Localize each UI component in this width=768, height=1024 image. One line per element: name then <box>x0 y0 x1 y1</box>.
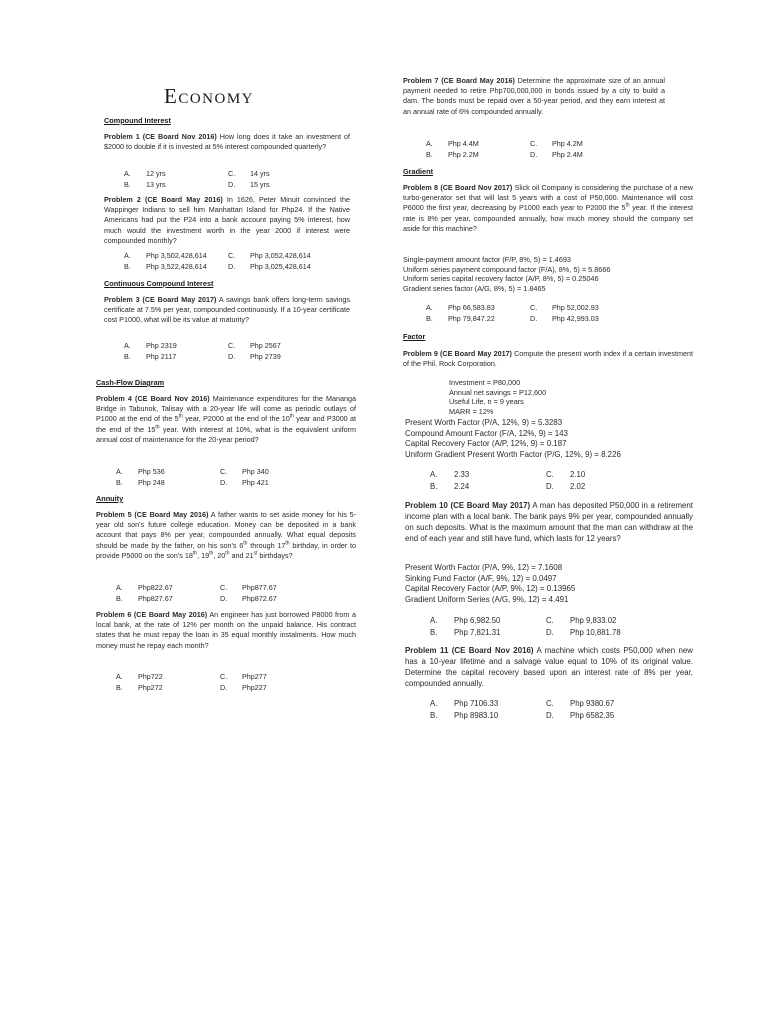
choice-b: 13 yrs <box>146 179 166 189</box>
problem-5-choices <box>116 583 322 603</box>
problem-4-text: Maintenance expenditures for the Mananga Bridge in Tabunok, Talisay with a 20-year life will come as periodic outlays of P1000 at the end of the 5 <box>96 394 356 424</box>
choice-d: Php 2739 <box>250 351 281 361</box>
section-factor: Factor <box>403 332 426 341</box>
factor-line: Present Worth Factor (P/A, 12%, 9) = 5.3283 <box>405 418 563 427</box>
factor-line: Single-payment amount factor (F/P, 8%, 5) = 1.4693 <box>403 255 571 264</box>
choice-label: D. <box>530 313 538 323</box>
problem-6-choices <box>116 672 322 692</box>
choice-d: Php872.67 <box>242 593 277 603</box>
ordinal-suffix: th <box>192 550 198 557</box>
problem-9-factors <box>405 418 695 460</box>
choice-label: D. <box>530 149 538 159</box>
problem-5-text: birthdays? <box>257 550 293 560</box>
choice-c: Php 3,052,428,614 <box>250 251 311 260</box>
problem-3 <box>104 295 350 326</box>
choice-a: 2.33 <box>454 470 470 479</box>
choice-label: B. <box>426 313 433 323</box>
choice-a: Php 3,502,428,614 <box>146 251 207 260</box>
choice-label: B. <box>124 261 131 271</box>
problem-11-choices <box>430 699 660 721</box>
choice-b: Php 248 <box>138 477 165 487</box>
problem-7 <box>403 76 665 117</box>
choice-label: B. <box>426 149 433 159</box>
choice-b: Php 3,522,428,614 <box>146 261 207 271</box>
choice-label: A. <box>116 467 123 476</box>
choice-label: C. <box>546 699 554 708</box>
problem-10-text: A man has deposited P50,000 in a retirement income plan with a local bank. The bank pays 9% per year, compounded annually on such deposits. What is the maximum amount that the man can withdraw at the end of each year and still have fund, which lasts for 12 years? <box>405 501 693 543</box>
problem-11-text: A machine which costs P50,000 when new has a 10-year lifetime and a salvage value equal to 10% of its original value. Determine the capital recovery based upon an interest rate of 8% per year, compounded annually. <box>405 646 693 688</box>
problem-5 <box>96 510 356 561</box>
choice-a: Php 66,583.83 <box>448 303 495 312</box>
choice-a: 12 yrs <box>146 169 166 178</box>
choice-label: C. <box>228 169 236 178</box>
problem-10-choices <box>430 616 660 638</box>
problem-5-text: through 17 <box>247 540 286 550</box>
choice-label: B. <box>116 477 123 487</box>
choice-d: Php 42,993.03 <box>552 313 599 323</box>
factor-line: Uniform series payment compound factor (F/A), 8%, 5) = 5.8666 <box>403 264 611 274</box>
problem-7-heading: Problem 7 (CE Board May 2016) <box>403 76 515 85</box>
problem-3-text: A savings bank offers long-term savings certificate at 7.5% per year, compounded continuously. If a 10-year certificate cost P1000, what will be its value at maturity? <box>104 295 351 325</box>
problem-9-choices <box>430 470 660 492</box>
problem-6-text: An engineer has just borrowed P8000 from a local bank, at the rate of 12% per month on the unpaid balance. His contract states that he must repay the loan in 35 equal monthly instalments. How much money must he repay each month? <box>96 610 356 650</box>
choice-label: D. <box>546 481 554 491</box>
choice-c: Php277 <box>242 672 267 681</box>
choice-c: Php 52,002.93 <box>552 303 599 312</box>
choice-label: C. <box>530 139 538 148</box>
choice-label: A. <box>430 616 438 625</box>
factor-line: Present Worth Factor (P/A, 9%, 12) = 7.1608 <box>405 563 563 572</box>
ordinal-suffix: st <box>253 550 258 557</box>
choice-label: B. <box>430 710 438 720</box>
choice-label: D. <box>220 593 228 603</box>
choice-b: 2.24 <box>454 481 470 491</box>
choice-label: A. <box>116 583 123 592</box>
problem-10-factors <box>405 563 695 605</box>
factor-line: Uniform series capital recovery factor (A/P, 8%, 5) = 0.25046 <box>403 274 599 284</box>
factor-line: Gradient Uniform Series (A/G, 9%, 12) = 4.491 <box>405 594 569 604</box>
problem-8-factors <box>403 255 693 293</box>
choice-label: B. <box>430 481 438 491</box>
choice-a: Php722 <box>138 672 163 681</box>
problem-9-heading: Problem 9 (CE Board May 2017) <box>403 349 512 358</box>
section-annuity: Annuity <box>96 494 124 503</box>
choice-label: B. <box>124 351 131 361</box>
choice-d: Php 6582.35 <box>570 710 615 720</box>
choice-label: D. <box>228 351 236 361</box>
ordinal-suffix: th <box>285 540 290 547</box>
choice-b: Php 2.2M <box>448 149 479 159</box>
given-line: Annual net savings = P12,600 <box>449 387 547 397</box>
problem-6-heading: Problem 6 (CE Board May 2016) <box>96 610 208 619</box>
problem-5-text: birthday, in order to provide P5000 on the son's 18 <box>96 540 356 560</box>
choice-d: Php 3,025,428,614 <box>250 261 311 271</box>
problem-5-text: A father wants to set aside money for his 5-year old son's future college education. Money can be deposited in a bank account that pays 8% per year, compounded annually. What equal deposits should be made by the father, on his son's 6 <box>96 510 356 550</box>
problem-11 <box>405 645 693 689</box>
factor-line: Uniform Gradient Present Worth Factor (P/G, 12%, 9) = 8.226 <box>405 449 621 459</box>
choice-a: Php 4.4M <box>448 139 479 148</box>
choice-label: C. <box>228 341 236 350</box>
choice-label: C. <box>220 467 228 476</box>
choice-label: D. <box>220 477 228 487</box>
choice-b: Php 8983.10 <box>454 710 499 720</box>
choice-b: Php 79,847.22 <box>448 313 495 323</box>
ordinal-suffix: th <box>289 414 294 421</box>
problem-6 <box>96 610 356 651</box>
problem-9 <box>403 349 693 369</box>
problem-8-heading: Problem 8 (CE Board Nov 2017) <box>403 183 513 192</box>
problem-4-text: year, P2000 at the end of the 10 <box>182 414 290 424</box>
choice-d: 2.02 <box>570 481 586 491</box>
choice-label: D. <box>546 627 554 637</box>
ordinal-suffix: th <box>225 550 230 557</box>
problem-5-text: , 20 <box>213 550 226 560</box>
problem-5-text: , 19 <box>197 550 210 560</box>
choice-label: C. <box>530 303 538 312</box>
choice-c: Php 2567 <box>250 341 281 350</box>
choice-label: B. <box>116 682 123 692</box>
factor-line: Sinking Fund Factor (A/F, 9%, 12) = 0.0497 <box>405 573 557 583</box>
section-continuous-compound: Continuous Compound Interest <box>104 279 214 288</box>
problem-4-text: year and P3000 at the end of the 15 <box>96 414 356 434</box>
ordinal-suffix: th <box>155 424 160 431</box>
problem-1 <box>104 132 350 152</box>
given-line: Useful Life, n = 9 years <box>449 397 524 407</box>
problem-4-choices <box>116 467 322 487</box>
choice-label: B. <box>116 593 123 603</box>
choice-label: C. <box>220 583 228 592</box>
section-cash-flow: Cash-Flow Diagram <box>96 378 165 387</box>
choice-label: D. <box>228 261 236 271</box>
problem-10 <box>405 500 693 544</box>
choice-c: 14 yrs <box>250 169 270 178</box>
problem-3-heading: Problem 3 (CE Board May 2017) <box>104 295 217 304</box>
problem-2-text: In 1626, Peter Minuit convinced the Wappinger Indians to sell him Manhattan Island for Php24. If the Native Americans had put the P24 into a bank account paying 5% interest, how much would the investment worth in the year 2000 if interest were compounded monthly? <box>104 195 351 245</box>
problem-8-text: Slick oil Company is considering the purchase of a new turbo-generator set that will last 5 years with a cost of P50,000. Maintenance will cost P6000 the first year, decreasing by P1000 each year to P2000 the 5 <box>403 183 693 213</box>
problem-9-given <box>403 378 693 416</box>
choice-label: A. <box>124 251 131 260</box>
choice-c: Php 340 <box>242 467 269 476</box>
problem-3-choices <box>124 341 330 361</box>
choice-a: Php822.67 <box>138 583 173 592</box>
choice-d: Php227 <box>242 682 267 692</box>
choice-c: Php 4.2M <box>552 139 583 148</box>
choice-b: Php 2117 <box>146 351 177 361</box>
choice-label: D. <box>228 179 236 189</box>
ordinal-suffix: th <box>625 203 630 210</box>
choice-c: Php 9380.67 <box>570 699 615 708</box>
choice-label: A. <box>124 341 131 350</box>
choice-label: C. <box>228 251 236 260</box>
ordinal-suffix: th <box>178 414 183 421</box>
choice-label: A. <box>124 169 131 178</box>
choice-c: Php 9,833.02 <box>570 616 617 625</box>
section-gradient: Gradient <box>403 167 434 176</box>
problem-5-text: and 21 <box>229 550 254 560</box>
given-line: Investment = P80,000 <box>449 378 521 387</box>
choice-b: Php827.67 <box>138 593 173 603</box>
factor-line: Compound Amount Factor (F/A, 12%, 9) = 143 <box>405 428 568 438</box>
choice-a: Php 2319 <box>146 341 177 350</box>
choice-label: C. <box>546 616 554 625</box>
choice-label: D. <box>220 682 228 692</box>
problem-11-heading: Problem 11 (CE Board Nov 2016) <box>405 646 534 655</box>
problem-2-heading: Problem 2 (CE Board May 2016) <box>104 195 223 204</box>
choice-d: Php 10,881.78 <box>570 627 621 637</box>
choice-label: A. <box>426 303 433 312</box>
choice-label: B. <box>430 627 438 637</box>
choice-label: B. <box>124 179 131 189</box>
choice-label: A. <box>116 672 123 681</box>
choice-c: Php877.67 <box>242 583 277 592</box>
given-line: MARR = 12% <box>449 406 494 416</box>
problem-4 <box>96 394 356 445</box>
problem-2-choices <box>124 251 330 271</box>
factor-line: Capital Recovery Factor (A/P, 9%, 12) = 0.13965 <box>405 584 576 594</box>
problem-9-text: Compute the present worth index if a certain investment of the Phil. Rock Corporation. <box>403 349 693 369</box>
ordinal-suffix: th <box>243 540 248 547</box>
choice-d: Php 421 <box>242 477 269 487</box>
problem-2 <box>104 195 350 246</box>
section-compound-interest: Compound Interest <box>104 116 171 125</box>
choice-label: C. <box>220 672 228 681</box>
choice-label: D. <box>546 710 554 720</box>
choice-b: Php272 <box>138 682 163 692</box>
choice-a: Php 6,982.50 <box>454 616 501 625</box>
problem-8-text: year. If the interest rate is 8% per year, compounded annually, how much money should the company set aside for this machine? <box>403 203 693 233</box>
problem-5-heading: Problem 5 (CE Board May 2016) <box>96 510 209 519</box>
ordinal-suffix: th <box>209 550 214 557</box>
choice-b: Php 7,821.31 <box>454 627 501 637</box>
problem-8 <box>403 183 693 234</box>
choice-c: 2.10 <box>570 470 586 479</box>
problem-1-choices <box>124 169 330 189</box>
choice-label: A. <box>426 139 433 148</box>
problem-4-text: year. With interest at 10%, what is the equivalent uniform annual cost of maintenance for the 20-year period? <box>96 424 356 444</box>
choice-label: C. <box>546 470 554 479</box>
problem-1-text: How long does it take an investment of $2000 to double if it is invested at 5% interest compounded quarterly? <box>104 132 350 152</box>
problem-8-choices <box>426 303 632 323</box>
choice-label: A. <box>430 699 438 708</box>
problem-7-text: Determine the approximate size of an annual payment needed to retire Php700,000,000 in bonds issued by a city to build a dam. The bonds must be repaid over a 50-year period, and they earn interest at an annual rate of 6% compounded annually. <box>403 76 666 116</box>
choice-a: Php 536 <box>138 467 165 476</box>
problem-4-heading: Problem 4 (CE Board Nov 2016) <box>96 394 210 403</box>
choice-d: 15 yrs <box>250 179 270 189</box>
choice-a: Php 7106.33 <box>454 699 499 708</box>
problem-10-heading: Problem 10 (CE Board May 2017) <box>405 501 531 510</box>
problem-1-heading: Problem 1 (CE Board Nov 2016) <box>104 132 217 141</box>
factor-line: Gradient series factor (A/G, 8%, 5) = 1.8465 <box>403 283 546 293</box>
choice-label: A. <box>430 470 438 479</box>
page-title: Economy <box>164 84 254 108</box>
problem-7-choices <box>426 139 632 159</box>
factor-line: Capital Recovery Factor (A/P, 12%, 9) = 0.187 <box>405 439 567 449</box>
choice-d: Php 2.4M <box>552 149 583 159</box>
